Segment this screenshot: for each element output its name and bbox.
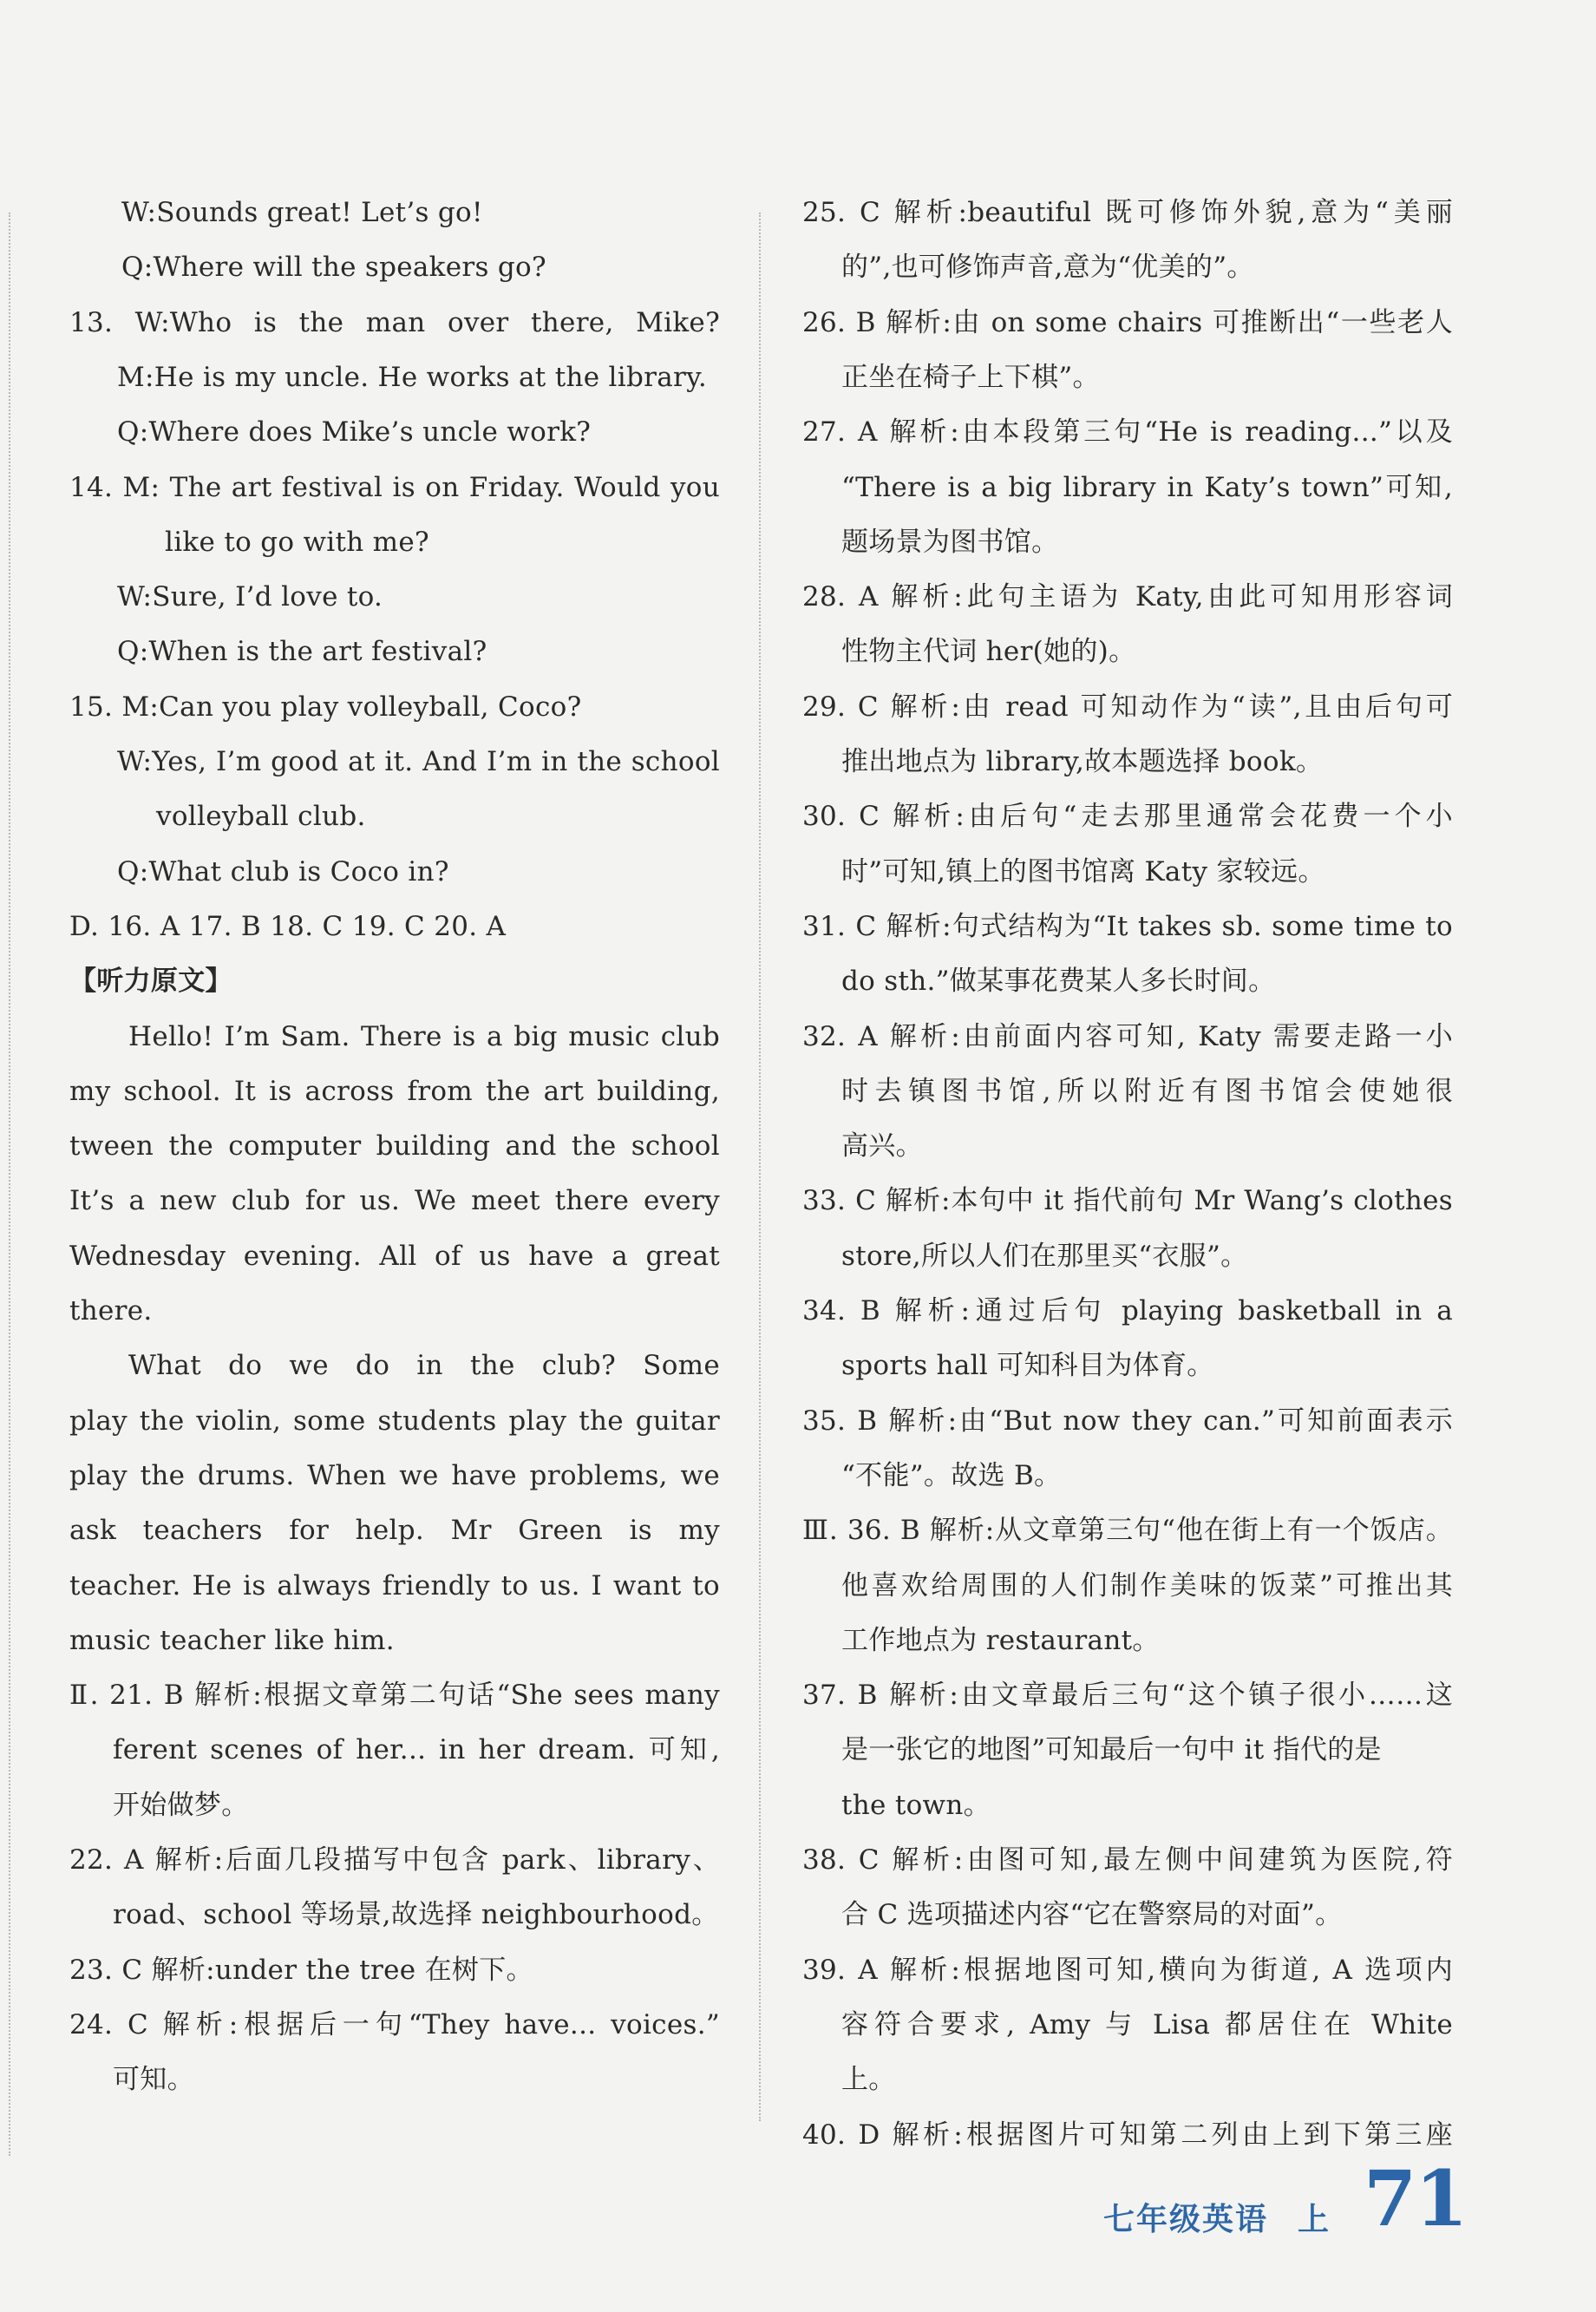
left-text-line: play the violin, some students play the guitar (69, 1405, 720, 1437)
right-text-line: 容符合要求, Amy 与 Lisa 都居住在 White (841, 2009, 1453, 2040)
right-text-line: 37. B 解析:由文章最后三句“这个镇子很小……这 (802, 1680, 1453, 1711)
right-text-line: 26. B 解析:由 on some chairs 可推断出“一些老人 (802, 307, 1453, 338)
left-text-line: music teacher like him. (69, 1625, 395, 1656)
right-text-line: store,所以人们在那里买“衣服”。 (841, 1241, 1248, 1272)
left-text-line: 24. C 解析:根据后一句“They have... voices.” (69, 2009, 720, 2040)
right-text-line: the town。 (841, 1790, 991, 1821)
left-text-line: 开始做梦。 (113, 1790, 249, 1821)
right-text-line: 正坐在椅子上下棋”。 (841, 362, 1100, 393)
right-text-line: 32. A 解析:由前面内容可知, Katy 需要走路一小 (802, 1021, 1453, 1052)
right-text-line: “不能”。故选 B。 (841, 1460, 1062, 1491)
left-text-line: ferent scenes of her... in her dream. 可知, (113, 1734, 720, 1765)
left-text-line: Wednesday evening. All of us have a great (69, 1241, 720, 1272)
left-text-line: ask teachers for help. Mr Green is my (69, 1515, 720, 1546)
left-text-line: teacher. He is always friendly to us. I want to (69, 1570, 720, 1601)
right-text-line: 27. A 解析:由本段第三句“He is reading...”以及 (802, 416, 1453, 448)
right-text-line: do sth.”做某事花费某人多长时间。 (841, 966, 1276, 997)
right-text-line: 题场景为图书馆。 (841, 527, 1059, 558)
left-text-line: Q:When is the art festival? (117, 636, 487, 667)
page-number: 71 (1364, 2153, 1467, 2243)
left-text-line: 22. A 解析:后面几段描写中包含 park、library、 (69, 1844, 720, 1876)
right-text-line: 高兴。 (841, 1130, 923, 1162)
right-text-line: 29. C 解析:由 read 可知动作为“读”,且由后句可 (802, 691, 1453, 723)
left-text-line: tween the computer building and the school (69, 1130, 720, 1162)
right-text-line: 30. C 解析:由后句“走去那里通常会花费一个小 (802, 801, 1453, 832)
right-text-line: 31. C 解析:句式结构为“It takes sb. some time to (802, 911, 1453, 942)
left-text-line: W:Yes, I’m good at it. And I’m in the school (117, 746, 720, 777)
right-text-line: 33. C 解析:本句中 it 指代前句 Mr Wang’s clothes (802, 1185, 1453, 1216)
left-text-line: 可知。 (113, 2064, 194, 2095)
left-text-line: Q:Where will the speakers go? (121, 252, 546, 283)
left-text-line: W:Sounds great! Let’s go! (121, 197, 483, 228)
left-text-line: 13. W:Who is the man over there, Mike? (69, 307, 720, 338)
left-text-line: Q:Where does Mike’s uncle work? (117, 416, 592, 448)
right-text-line: 时”可知,镇上的图书馆离 Katy 家较远。 (841, 856, 1325, 887)
left-text-line: Hello! I’m Sam. There is a big music club (128, 1021, 720, 1052)
right-text-line: 34. B 解析:通过后句 playing basketball in a (802, 1295, 1453, 1326)
right-text-line: sports hall 可知科目为体育。 (841, 1350, 1214, 1381)
left-text-line: Ⅱ. 21. B 解析:根据文章第二句话“She sees many (69, 1680, 720, 1711)
left-text-line: W:Sure, I’d love to. (117, 581, 383, 612)
left-text-line: play the drums. When we have problems, we (69, 1460, 720, 1491)
right-text-line: 是一张它的地图”可知最后一句中 it 指代的是 (841, 1734, 1382, 1765)
right-text-line: 39. A 解析:根据地图可知,横向为街道, A 选项内 (802, 1955, 1453, 1986)
left-text-line: What do we do in the club? Some (128, 1350, 720, 1381)
footer-subject-label: 七年级英语 (1103, 2202, 1269, 2237)
left-text-line: M:He is my uncle. He works at the library. (117, 362, 707, 393)
left-text-line: Q:What club is Coco in? (117, 856, 449, 887)
right-text-line: 40. D 解析:根据图片可知第二列由上到下第三座 (802, 2119, 1453, 2151)
right-text-line: 时去镇图书馆,所以附近有图书馆会使她很 (841, 1076, 1453, 1107)
right-text-line: 35. B 解析:由“But now they can.”可知前面表示 (802, 1405, 1453, 1437)
left-text-line: D. 16. A 17. B 18. C 19. C 20. A (69, 911, 507, 942)
left-text-line: like to go with me? (165, 527, 429, 558)
left-text-line: my school. It is across from the art building, (69, 1076, 720, 1107)
left-text-line: 14. M: The art festival is on Friday. Would you (69, 472, 720, 503)
footer-volume-label: 上 (1298, 2202, 1330, 2237)
left-text-line: 15. M:Can you play volleyball, Coco? (69, 691, 582, 723)
right-text-line: 合 C 选项描述内容“它在警察局的对面”。 (841, 1899, 1343, 1930)
center-column-rule (759, 213, 761, 2121)
right-text-line: “There is a big library in Katy’s town”可知, (841, 472, 1453, 503)
right-text-line: 他喜欢给周围的人们制作美味的饭菜”可推出其 (841, 1570, 1453, 1601)
right-text-line: 工作地点为 restaurant。 (841, 1625, 1160, 1656)
left-text-line: 【听力原文】 (69, 966, 232, 997)
right-text-line: 推出地点为 library,故本题选择 book。 (841, 746, 1324, 777)
left-text-line: there. (69, 1295, 153, 1326)
left-column-rule (9, 213, 10, 2156)
left-text-line: road、school 等场景,故选择 neighbourhood。 (113, 1899, 719, 1930)
right-text-line: 28. A 解析:此句主语为 Katy,由此可知用形容词 (802, 581, 1453, 612)
left-text-line: 23. C 解析:under the tree 在树下。 (69, 1955, 533, 1986)
left-text-line: It’s a new club for us. We meet there every (69, 1185, 720, 1216)
right-text-line: 性物主代词 her(她的)。 (841, 636, 1136, 667)
right-text-line: 上。 (841, 2064, 896, 2095)
right-text-line: 38. C 解析:由图可知,最左侧中间建筑为医院,符 (802, 1844, 1453, 1876)
right-text-line: 的”,也可修饰声音,意为“优美的”。 (841, 252, 1254, 283)
right-text-line: 25. C 解析:beautiful 既可修饰外貌,意为“美丽 (802, 197, 1453, 228)
left-text-line: volleyball club. (156, 801, 366, 832)
right-text-line: Ⅲ. 36. B 解析:从文章第三句“他在街上有一个饭店。 (802, 1515, 1453, 1546)
